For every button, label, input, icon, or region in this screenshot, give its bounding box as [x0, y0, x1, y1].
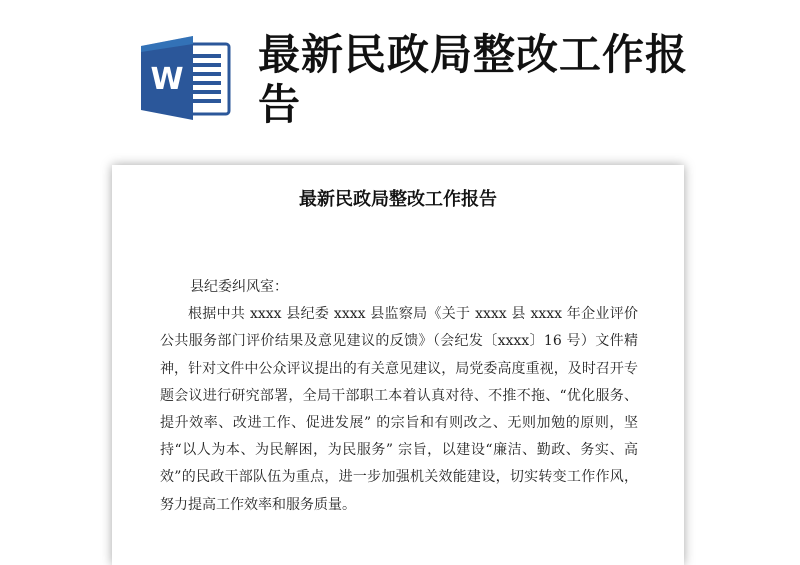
- document-page: [112, 165, 684, 565]
- word-document-icon: [141, 36, 233, 120]
- page-header: [0, 0, 800, 140]
- svg-text:W: W: [150, 62, 184, 97]
- body-paragraph: 根据中共 xxxx 县纪委 xxxx 县监察局《关于 xxxx 县 xxxx 年企业评价公共服务部门评价结果及意见建议的反馈》（会纪发〔xxxx〕16 号）文件精神，针对文件中公众评议提出的有关意见建议，局党委高度重视，及时召开专题会议进行研究部署，全局干部职工本着认真对待、不推不拖、“优化服务、提升效率、改进工作、促进发展” 的宗旨和有则改之、无则加勉的原则，坚持“以人为本、为民解困，为民服务” 宗旨，以建设“廉洁、勤政、务实、高效”的民政干部队伍为重点，进一步加强机关效能建设，切实转变工作作风，努力提高工作效率和服务质量。: [160, 306, 638, 513]
- document-body: [160, 274, 638, 519]
- document-title: 最新民政局整改工作报告: [299, 189, 497, 210]
- header-title: 最新民政局整改工作报告: [258, 30, 689, 129]
- salutation: 县纪委纠风室：: [190, 279, 288, 295]
